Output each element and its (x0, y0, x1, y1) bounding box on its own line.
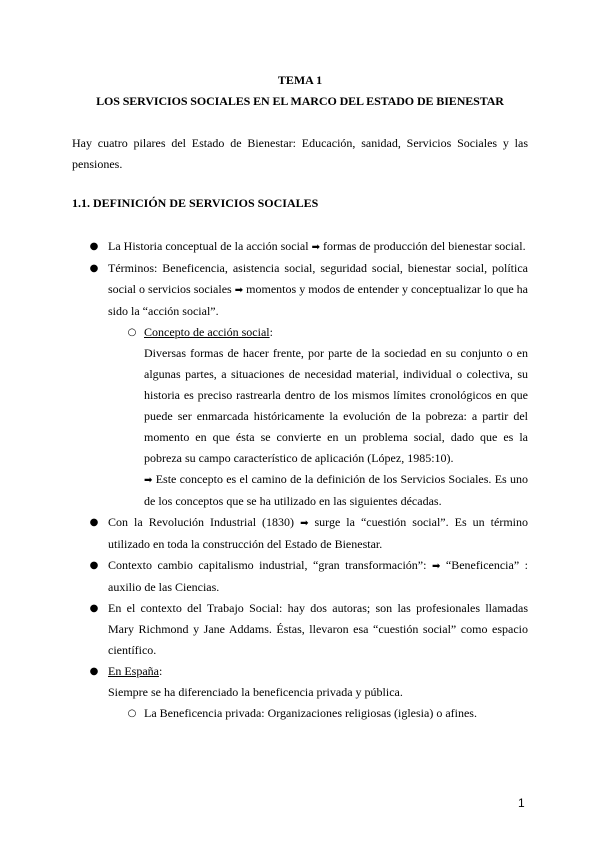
arrow-icon: ➡ (311, 242, 320, 253)
list-item (89, 661, 528, 703)
arrow-icon: ➡ (234, 285, 244, 296)
list-item (89, 258, 529, 322)
arrow-icon: ➡ (144, 475, 153, 486)
list-item-text: Términos: Beneficencia, asistencia social, seguridad social, bienestar social, política social o servicios sociales (108, 261, 528, 296)
list-item-text: “Beneficencia” : auxilio de las Ciencias. (108, 558, 528, 594)
arrow-icon: ➡ (431, 561, 441, 572)
bullet-icon: ● (89, 517, 99, 528)
bullet-icon: ● (89, 603, 99, 614)
concept-colon: : (269, 325, 273, 339)
list-item (89, 598, 528, 661)
list-item-text: momentos y modos de entender y conceptualizar lo que ha sido la “acción social”. (108, 282, 529, 318)
bullet-icon: ● (89, 263, 99, 274)
sub-list-item (127, 322, 528, 512)
list-item (89, 236, 528, 258)
concept-label: Concepto de acción social (144, 325, 270, 339)
sub-list-item (127, 703, 528, 724)
circle-bullet-icon: ○ (127, 327, 137, 338)
spain-label: En España (108, 664, 159, 678)
spain-colon: : (158, 664, 163, 678)
sub-list-item-text: La Beneficencia privada: Organizaciones religiosas (iglesia) o afines. (144, 706, 477, 720)
circle-bullet-icon: ○ (127, 708, 137, 719)
concept-note (144, 469, 528, 512)
list-item (89, 555, 528, 598)
list-item-text: La Historia conceptual de la acción social (108, 239, 309, 253)
bullet-icon: ● (89, 666, 99, 677)
page-number: 1 (518, 796, 525, 810)
intro-paragraph: Hay cuatro pilares del Estado de Bienestar: Educación, sanidad, Servicios Sociales y las pensiones. (72, 136, 528, 171)
chapter-label: TEMA 1 (277, 73, 323, 87)
arrow-icon: ➡ (300, 518, 309, 529)
list-item-text: Contexto cambio capitalismo industrial, “gran transformación”: (108, 558, 427, 572)
list-item-text: En el contexto del Trabajo Social: hay dos autoras; son las profesionales llamadas Mary Richmond y Jane Addams. Éstas, llevaron esa “cuestión social” como espacio científico. (108, 601, 528, 657)
list-item-text: surge la “cuestión social”. Es un término utilizado en toda la construcción del Estado de Bienestar. (108, 515, 529, 551)
concept-note-text: Este concepto es el camino de la definición de los Servicios Sociales. Es uno de los conceptos que se ha utilizado en las siguientes décadas. (144, 472, 528, 508)
list-item (89, 512, 529, 555)
bullet-list (72, 236, 528, 724)
bullet-icon: ● (89, 560, 99, 571)
spain-text: Siempre se ha diferenciado la beneficencia privada y pública. (108, 685, 403, 699)
concept-definition: Diversas formas de hacer frente, por parte de la sociedad en su conjunto o en algunas partes, a situaciones de necesidad material, individual o colectiva, su historia es preciso rastrearla dentro de los mismos límites cronológicos en que puede ser enmarcada históricamente la evolución de la pobreza: a partir del momento en que ésta se convierte en un problema social, dado que es la pobreza su campo característico de aplicación (López, 1985:10). (144, 346, 528, 465)
list-item-text: formas de producción del bienestar social. (322, 239, 526, 253)
list-item-text: Con la Revolución Industrial (1830) (108, 515, 295, 529)
section-heading: 1.1. DEFINICIÓN DE SERVICIOS SOCIALES (72, 196, 319, 210)
chapter-title: LOS SERVICIOS SOCIALES EN EL MARCO DEL ESTADO DE BIENESTAR (96, 94, 504, 108)
bullet-icon: ● (89, 241, 99, 252)
